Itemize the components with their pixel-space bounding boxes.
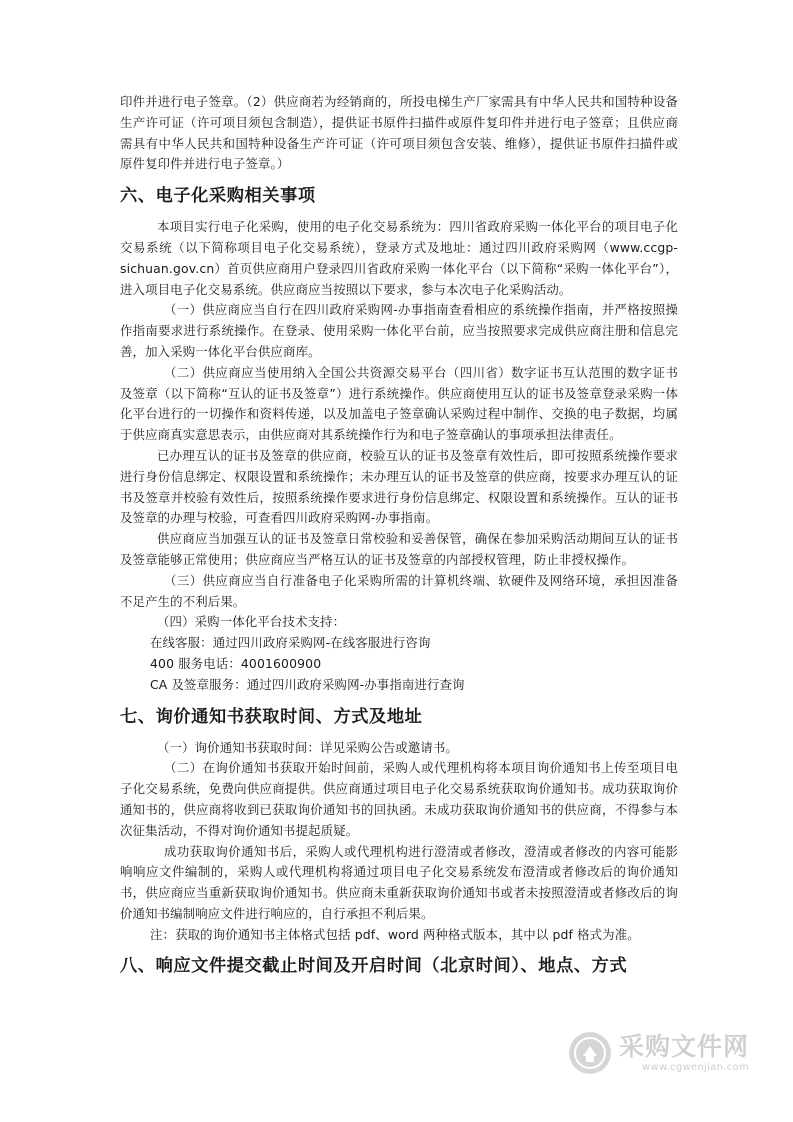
support-phone: 400 服务电话：4001600900 xyxy=(150,655,322,671)
section-6-paragraph-5: 供应商应当加强互认的证书及签章日常校验和妥善保管，确保在参加采购活动期间互认的证书及签章能够正常使用；供应商应当严格互认的证书及签章的内部授权管理，防止非授权操作。 xyxy=(120,531,678,567)
watermark-title: 采购文件网 xyxy=(618,1032,749,1061)
section-6-paragraph-4: 已办理互认的证书及签章的供应商，校验互认的证书及签章有效性后，即可按照系统操作要求进行身份信息绑定、权限设置和系统操作；未办理互认的证书及签章的供应商，按要求办理互认的证书及签章并校验有效性后，按照系统操作要求进行身份信息绑定、权限设置和系统操作。互认的证书及签章的办理与校验，可查看四川政府采购网-办事指南。 xyxy=(120,447,678,526)
support-ca-service: CA 及签章服务：通过四川政府采购网-办事指南进行查询 xyxy=(150,676,465,692)
intro-paragraph: 印件并进行电子签章。（2）供应商若为经销商的，所投电梯生产厂家需具有中华人民共和国特种设备生产许可证（许可项目须包含制造），提供证书原件扫描件或原件复印件并进行电子签章；且供应商需具有中华人民共和国特种设备生产许可证（许可项目须包含安装、维修），提供证书原件扫描件或原件复印件并进行电子签章。） xyxy=(120,94,678,172)
section-7-heading: 七、询价通知书获取时间、方式及地址 xyxy=(120,706,423,727)
section-6-paragraph-1: 本项目实行电子化采购，使用的电子化交易系统为：四川省政府采购一体化平台的项目电子化交易系统（以下简称项目电子化交易系统），登录方式及地址：通过四川政府采购网（www.ccgp-sichuan.gov.cn）首页供应商用户登录四川省政府采购一体化平台（以下简称“采购一体化平台”），进入项目电子化交易系统。供应商应当按照以下要求，参与本次电子化采购活动。 xyxy=(120,219,678,297)
watermark xyxy=(569,1032,749,1074)
section-7-paragraph-2: （二）在询价通知书获取开始时间前，采购人或代理机构将本项目询价通知书上传至项目电子化交易系统，免费向供应商提供。供应商通过项目电子化交易系统获取询价通知书。成功获取询价通知书的，供应商将收到已获取询价通知书的回执函。未成功获取询价通知书的供应商，不得参与本次征集活动，不得对询价通知书提起质疑。 xyxy=(120,760,678,838)
section-6-heading: 六、电子化采购相关事项 xyxy=(120,186,316,207)
document-page xyxy=(120,92,678,987)
section-6-paragraph-7: （四）采购一体化平台技术支持： xyxy=(157,614,346,630)
section-6-paragraph-6: （三）供应商应当自行准备电子化采购所需的计算机终端、软硬件及网络环境，承担因准备不足产生的不利后果。 xyxy=(120,572,678,609)
section-6-paragraph-2: （一）供应商应当自行在四川政府采购网-办事指南查看相应的系统操作指南，并严格按照操作指南要求进行系统操作。在登录、使用采购一体化平台前，应当按照要求完成供应商注册和信息完善，加入采购一体化平台供应商库。 xyxy=(120,302,678,359)
procurement-logo-icon xyxy=(569,1032,611,1074)
section-7-paragraph-1: （一）询价通知书获取时间：详见采购公告或邀请书。 xyxy=(157,739,458,755)
section-7-note: 注：获取的询价通知书主体格式包括 pdf、word 两种格式版本，其中以 pdf 格式为准。 xyxy=(150,926,640,942)
watermark-url: www.cgwenjian.com xyxy=(642,1062,749,1073)
support-online-service: 在线客服：通过四川政府采购网-在线客服进行咨询 xyxy=(150,635,431,651)
section-8-heading: 八、响应文件提交截止时间及开启时间（北京时间）、地点、方式 xyxy=(120,956,628,977)
section-6-paragraph-3: （二）供应商应当使用纳入全国公共资源交易平台（四川省）数字证书互认范围的数字证书及签章（以下简称“互认的证书及签章”）进行系统操作。供应商使用互认的证书及签章登录采购一体化平台进行的一切操作和资料传递，以及加盖电子签章确认采购过程中制作、交换的电子数据，均属于供应商真实意思表示，由供应商对其系统操作行为和电子签章确认的事项承担法律责任。 xyxy=(120,364,678,443)
section-7-paragraph-3: 成功获取询价通知书后，采购人或代理机构进行澄清或者修改，澄清或者修改的内容可能影响响应文件编制的，采购人或代理机构将通过项目电子化交易系统发布澄清或者修改后的询价通知书，供应商应当重新获取询价通知书。供应商未重新获取询价通知书或者未按照澄清或者修改后的询价通知书编制响应文件进行响应的，自行承担不利后果。 xyxy=(120,843,678,921)
